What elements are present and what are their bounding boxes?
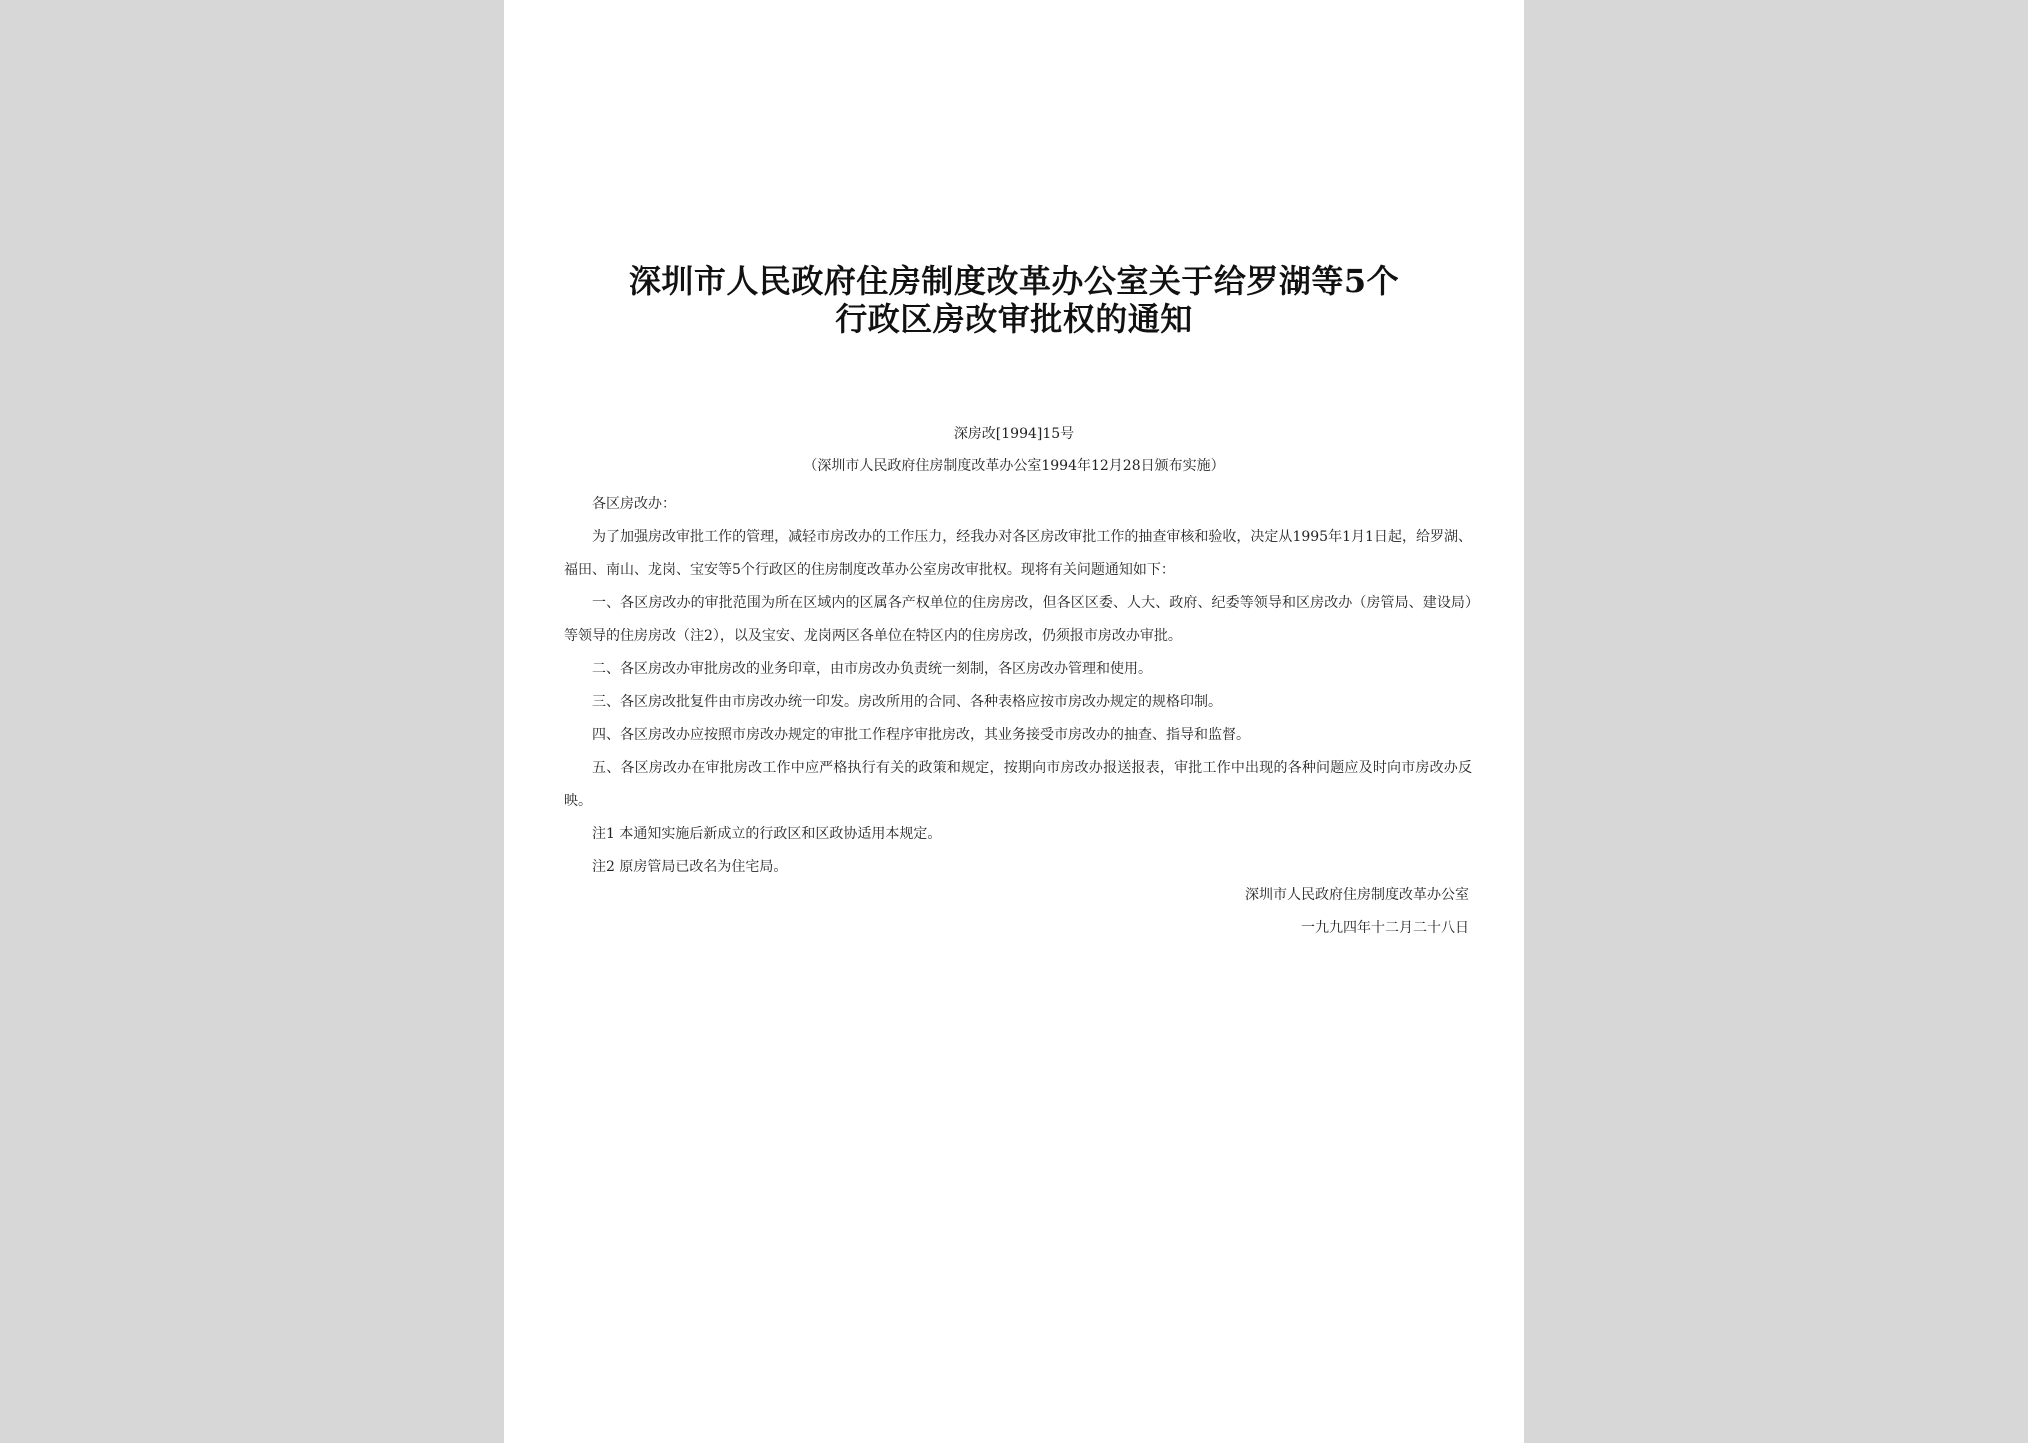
paragraph-item-4: 四、各区房改办应按照市房改办规定的审批工作程序审批房改，其业务接受市房改办的抽查、指导和监督。 <box>592 727 1250 743</box>
document-page <box>504 0 1524 1443</box>
paragraph-item-3: 三、各区房改批复件由市房改办统一印发。房改所用的合同、各种表格应按市房改办规定的规格印制。 <box>592 694 1222 710</box>
signature-organization: 深圳市人民政府住房制度改革办公室 <box>1245 887 1469 903</box>
note-1: 注1 本通知实施后新成立的行政区和区政协适用本规定。 <box>592 826 942 842</box>
paragraph-item-2: 二、各区房改办审批房改的业务印章，由市房改办负责统一刻制，各区房改办管理和使用。 <box>592 661 1152 677</box>
paragraph-item-1: 一、各区房改办的审批范围为所在区域内的区属各产权单位的住房房改，但各区区委、人大、政府、纪委等领导和区房改办（房管局、建设局）等领导的住房房改（注2），以及宝安、龙岗两区各单位在特区内的住房房改，仍须报市房改办审批。 <box>564 595 1472 644</box>
note-2: 注2 原房管局已改名为住宅局。 <box>592 859 788 875</box>
title-line-1: 深圳市人民政府住房制度改革办公室关于给罗湖等5个 <box>628 262 1400 300</box>
issued-note: （深圳市人民政府住房制度改革办公室1994年12月28日颁布实施） <box>803 458 1225 474</box>
paragraph-intro: 为了加强房改审批工作的管理，减轻市房改办的工作压力，经我办对各区房改审批工作的抽查审核和验收，决定从1995年1月1日起，给罗湖、福田、南山、龙岗、宝安等5个行政区的住房制度改革办公室房改审批权。现将有关问题通知如下： <box>564 529 1472 578</box>
title-line-2: 行政区房改审批权的通知 <box>835 300 1193 338</box>
paragraph-item-5: 五、各区房改办在审批房改工作中应严格执行有关的政策和规定，按期向市房改办报送报表，审批工作中出现的各种问题应及时向市房改办反映。 <box>564 760 1472 809</box>
document-title <box>504 262 1524 338</box>
document-number: 深房改[1994]15号 <box>953 426 1075 442</box>
document-body <box>564 488 1472 884</box>
salutation: 各区房改办： <box>592 496 676 512</box>
signature-date: 一九九四年十二月二十八日 <box>1301 920 1469 936</box>
